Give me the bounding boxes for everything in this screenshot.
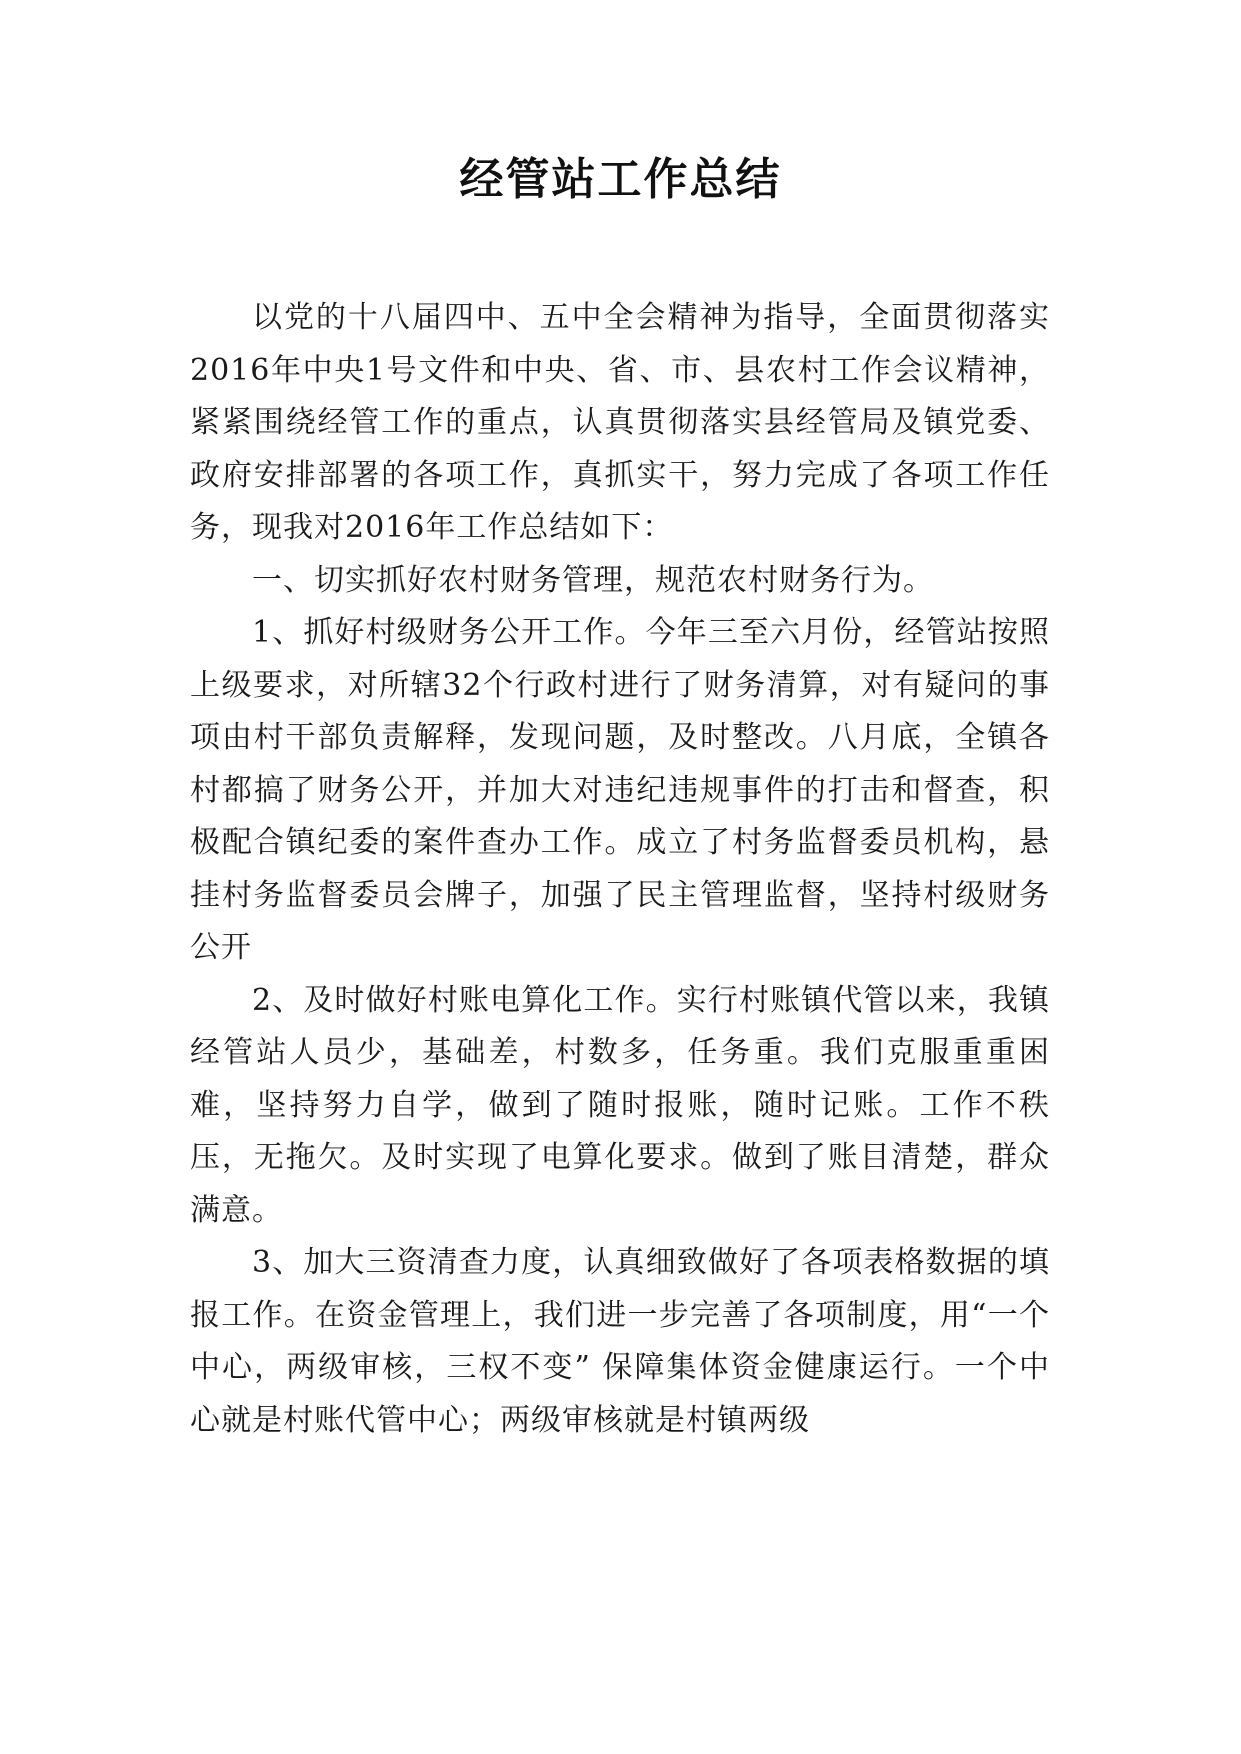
document-title: 经管站工作总结 xyxy=(459,154,782,205)
document-body xyxy=(190,292,1050,1447)
paragraph-item-3: 3、加大三资清查力度，认真细致做好了各项表格数据的填报工作。在资金管理上，我们进一步完善了各项制度，用“一个中心，两级审核，三权不变” 保障集体资金健康运行。一个中心就是村账代管中心；两级审核就是村镇两级 xyxy=(190,1245,1050,1438)
paragraph-section-heading-1: 一、切实抓好农村财务管理，规范农村财务行为。 xyxy=(252,562,934,598)
paragraph-item-1: 1、抓好村级财务公开工作。今年三至六月份，经管站按照上级要求，对所辖32个行政村进行了财务清算，对有疑问的事项由村干部负责解释，发现问题，及时整改。八月底，全镇各村都搞了财务公开，并加大对违纪违规事件的打击和督查，积极配合镇纪委的案件查办工作。成立了村务监督委员机构，悬挂村务监督委员会牌子，加强了民主管理监督，坚持村级财务公开 xyxy=(190,615,1050,965)
paragraph-item-2: 2、及时做好村账电算化工作。实行村账镇代管以来，我镇经管站人员少，基础差，村数多，任务重。我们克服重重困难，坚持努力自学，做到了随时报账，随时记账。工作不秩压，无拖欠。及时实现了电算化要求。做到了账目清楚，群众满意。 xyxy=(190,982,1050,1228)
paragraph-intro: 以党的十八届四中、五中全会精神为指导，全面贯彻落实2016年中央1号文件和中央、省、市、县农村工作会议精神，紧紧围绕经管工作的重点，认真贯彻落实县经管局及镇党委、政府安排部署的各项工作，真抓实干，努力完成了各项工作任务，现我对2016年工作总结如下： xyxy=(190,300,1050,545)
